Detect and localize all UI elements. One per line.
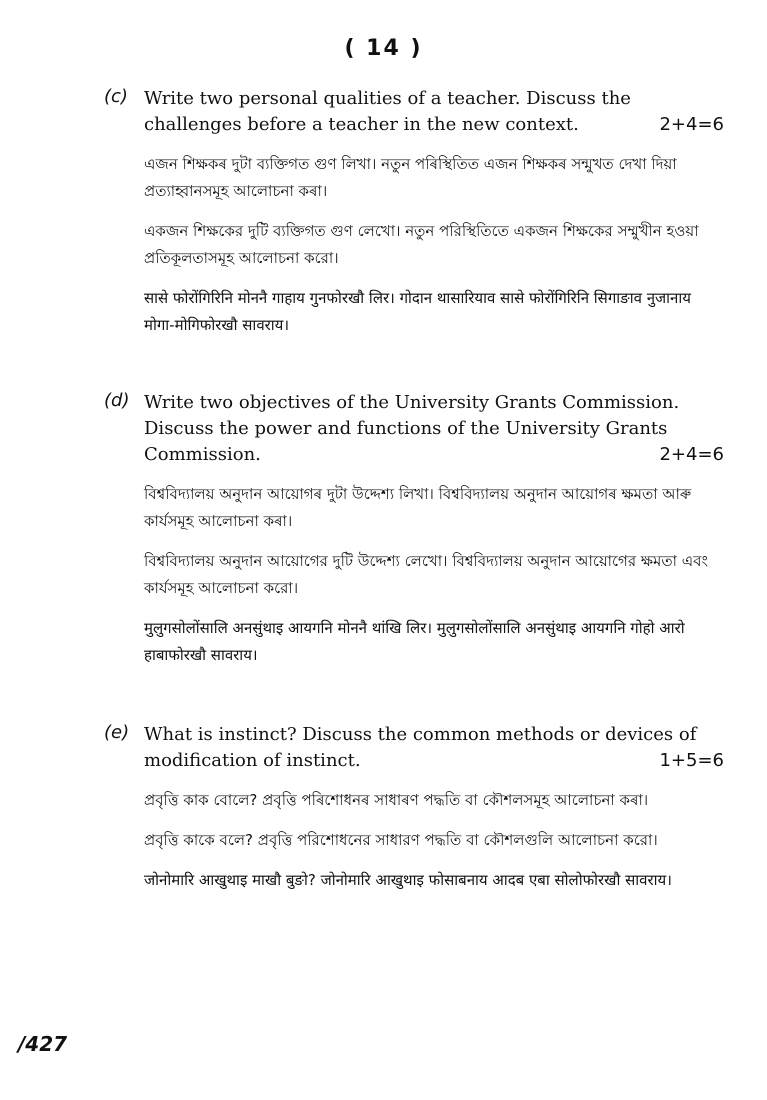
bengali-text: একজন শিক্ষকের দুটি ব্যক্তিগত গুণ লেখো। নতুন পরিস্থিতিতে একজন শিক্ষকের সম্মুখীন হওয়া প্রতিকূলতাসমূহ আলোচনা করো।: [144, 222, 699, 267]
assamese-text: বিশ্ববিদ্যালয় অনুদান আয়োগৰ দুটা উদ্দেশ্য লিখা। বিশ্ববিদ্যালয় অনুদান আয়োগৰ ক্ষমতা আৰু কাৰ্যসমূহ আলোচনা কৰা।: [144, 485, 692, 530]
question-d: [104, 390, 724, 669]
marks: 1+5=6: [659, 750, 724, 771]
page-number: ( 14 ): [344, 36, 423, 61]
question-english-text: Write two personal qualities of a teacher. Discuss the challenges before a teacher in the new context. 2+4=6: [144, 86, 724, 138]
question-english-text: Write two objectives of the University Grants Commission. Discuss the power and functions of the University Grants Commission. 2+4=6: [144, 390, 724, 468]
bengali-text: বিশ্ববিদ্যালয় অনুদান আয়োগের দুটি উদ্দেশ্য লেখো। বিশ্ববিদ্যালয় অনুদান আয়োগের ক্ষমতা এবং কার্যসমূহ আলোচনা করো।: [144, 552, 708, 597]
bengali-text: প্রবৃত্তি কাকে বলে? প্রবৃত্তি পরিশোধনের সাধারণ পদ্ধতি বা কৌশলগুলি আলোচনা করো।: [144, 831, 658, 849]
marks: 2+4=6: [659, 444, 724, 465]
question-english-text: What is instinct? Discuss the common methods or devices of modification of instinct. 1+5=6: [144, 722, 724, 774]
paper-code: /427: [18, 1032, 68, 1056]
question-label: (c): [104, 86, 128, 107]
bodo-text: जोनोमारि आखुथाइ माखौ बुङो? जोनोमारि आखुथाइ फोसाबनाय आदब एबा सोलोफोरखौ सावराय।: [144, 871, 672, 889]
assamese-text: এজন শিক্ষকৰ দুটা ব্যক্তিগত গুণ লিখা। নতুন পৰিস্থিতিত এজন শিক্ষকৰ সন্মুখত দেখা দিয়া প্ৰত্যাহ্বানসমূহ আলোচনা কৰা।: [144, 155, 677, 200]
question-label: (d): [104, 390, 130, 411]
assamese-text: প্ৰবৃত্তি কাক বোলে? প্ৰবৃত্তি পৰিশোধনৰ সাধাৰণ পদ্ধতি বা কৌশলসমূহ আলোচনা কৰা।: [144, 791, 649, 809]
question-c: [104, 86, 724, 339]
bodo-text: मुलुगसोलोंसालि अनसुंथाइ आयगनि मोननै थांखि लिर। मुलुगसोलोंसालि अनसुंथाइ आयगनि गोहो आरो हाबाफोरखौ सावराय।: [144, 619, 685, 664]
question-label: (e): [104, 722, 130, 743]
question-e: [104, 722, 724, 894]
bodo-text: सासे फोरोंगिरिनि मोननै गाहाय गुनफोरखौ लिर। गोदान थासारियाव सासे फोरोंगिरिनि सिगाङाव नुजानाय मोगा-मोगिफोरखौ सावराय।: [144, 289, 691, 334]
marks: 2+4=6: [659, 114, 724, 135]
